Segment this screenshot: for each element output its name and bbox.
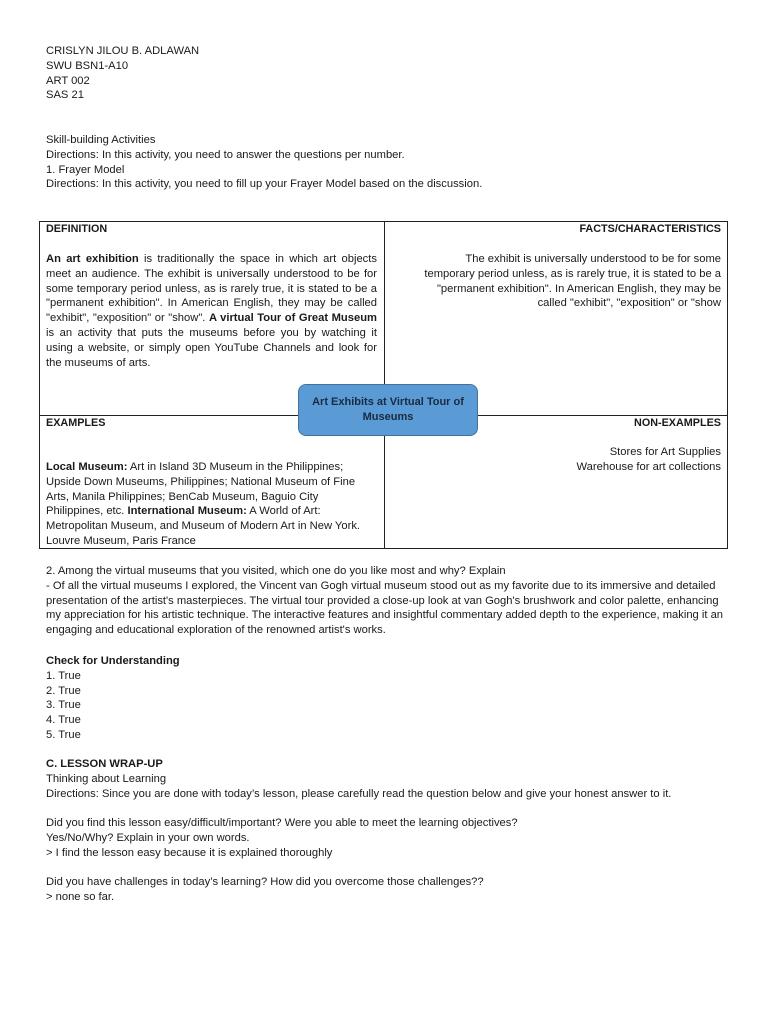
international-museum-label: International Museum: <box>127 505 247 518</box>
wrapup-question-1-line-1: Did you find this lesson easy/difficult/important? Were you able to meet the learning objectives? <box>46 817 518 830</box>
examples-title: EXAMPLES <box>46 417 106 429</box>
examples-body <box>46 460 366 549</box>
check-answer: 3. True <box>46 699 81 712</box>
definition-text-2: is an activity that puts the museums before you by watching it using a website, or simply open YouTube Channels and look for the museums of arts. <box>46 326 377 369</box>
non-example-item: Stores for Art Supplies <box>609 446 721 458</box>
student-name: CRISLYN JILOU B. ADLAWAN <box>46 45 200 57</box>
international-museum-text: A World of Art: Metropolitan Museum, and Museum of Modern Art in New York. Louvre Museum, Paris France <box>46 505 361 547</box>
definition-text-1: is traditionally the space in which art objects meet an audience. The exhibit is universally understood to be for some temporary period unless, as is rarely true, it is stated to be a "permanent exhibition". In American English, they may be called "exhibit", "exposition" or "show". <box>46 253 377 325</box>
non-example-item: Warehouse for art collections <box>576 460 721 473</box>
skills-directions-2: Directions: In this activity, you need to fill up your Frayer Model based on the discussion. <box>46 178 483 191</box>
check-for-understanding <box>46 654 180 743</box>
skills-item-1: 1. Frayer Model <box>46 163 125 176</box>
question-2: 2. Among the virtual museums that you visited, which one do you like most and why? Explain <box>46 565 506 577</box>
skills-directions-1: Directions: In this activity, you need to answer the questions per number. <box>46 148 405 161</box>
check-answer: 4. True <box>46 714 81 727</box>
definition-term-1: An art exhibition <box>46 253 139 265</box>
definition-title: DEFINITION <box>46 223 108 235</box>
facts-body: The exhibit is universally understood to be for some temporary period unless, as is rarely true, it is stated to be a "permanent exhibition". In American English, they may be called "exhibit", "exposition" or "show <box>424 253 721 310</box>
student-header <box>46 44 199 103</box>
lesson-wrap-up <box>46 757 736 905</box>
non-examples-body <box>421 445 721 475</box>
wrapup-title: C. LESSON WRAP-UP <box>46 758 163 770</box>
check-answer: 2. True <box>46 684 81 697</box>
sas-number: SAS 21 <box>46 89 84 102</box>
local-museum-text: Art in Island 3D Museum in the Philippines; Upside Down Museums, Philippines; National Museum of Fine Arts, Manila Philippines; BenCab Museum, Baguio City Philippines, etc. <box>46 461 356 518</box>
check-answer: 5. True <box>46 728 81 741</box>
non-examples-title: NON-EXAMPLES <box>634 417 721 429</box>
student-section: SWU BSN1-A10 <box>46 59 129 72</box>
answer-2: - Of all the virtual museums I explored, the Vincent van Gogh virtual museum stood out as my favorite due to its immersive and detailed presentation of the artist's masterpieces. The virtual tour provided a close-up look at van Gogh's brushwork and color palette, enhancing my appreciation for his artistic technique. The interactive features and insightful commentary added depth to the experience, making it an engaging and educational exploration of the renowned artist's works. <box>46 579 724 637</box>
course-code: ART 002 <box>46 74 90 87</box>
wrapup-directions: Directions: Since you are done with today’s lesson, please carefully read the question below and give your honest answer to it. <box>46 787 672 800</box>
facts-title: FACTS/CHARACTERISTICS <box>579 223 721 235</box>
definition-term-2: A virtual Tour of Great Museum <box>208 312 377 325</box>
skills-title: Skill-building Activities <box>46 134 156 146</box>
question-2-section <box>46 564 726 638</box>
local-museum-label: Local Museum: <box>46 461 128 473</box>
check-answer: 1. True <box>46 669 81 682</box>
skill-building-section <box>46 133 482 192</box>
wrapup-answer-2: > none so far. <box>46 891 115 904</box>
wrapup-subtitle: Thinking about Learning <box>46 772 167 785</box>
wrapup-question-1-line-2: Yes/No/Why? Explain in your own words. <box>46 831 250 844</box>
check-title: Check for Understanding <box>46 655 180 667</box>
definition-body <box>46 252 377 370</box>
wrapup-question-2: Did you have challenges in today’s learning? How did you overcome those challenges?? <box>46 876 484 889</box>
wrapup-answer-1: > I find the lesson easy because it is explained thoroughly <box>46 846 333 859</box>
frayer-center-topic: Art Exhibits at Virtual Tour of Museums <box>298 384 478 436</box>
